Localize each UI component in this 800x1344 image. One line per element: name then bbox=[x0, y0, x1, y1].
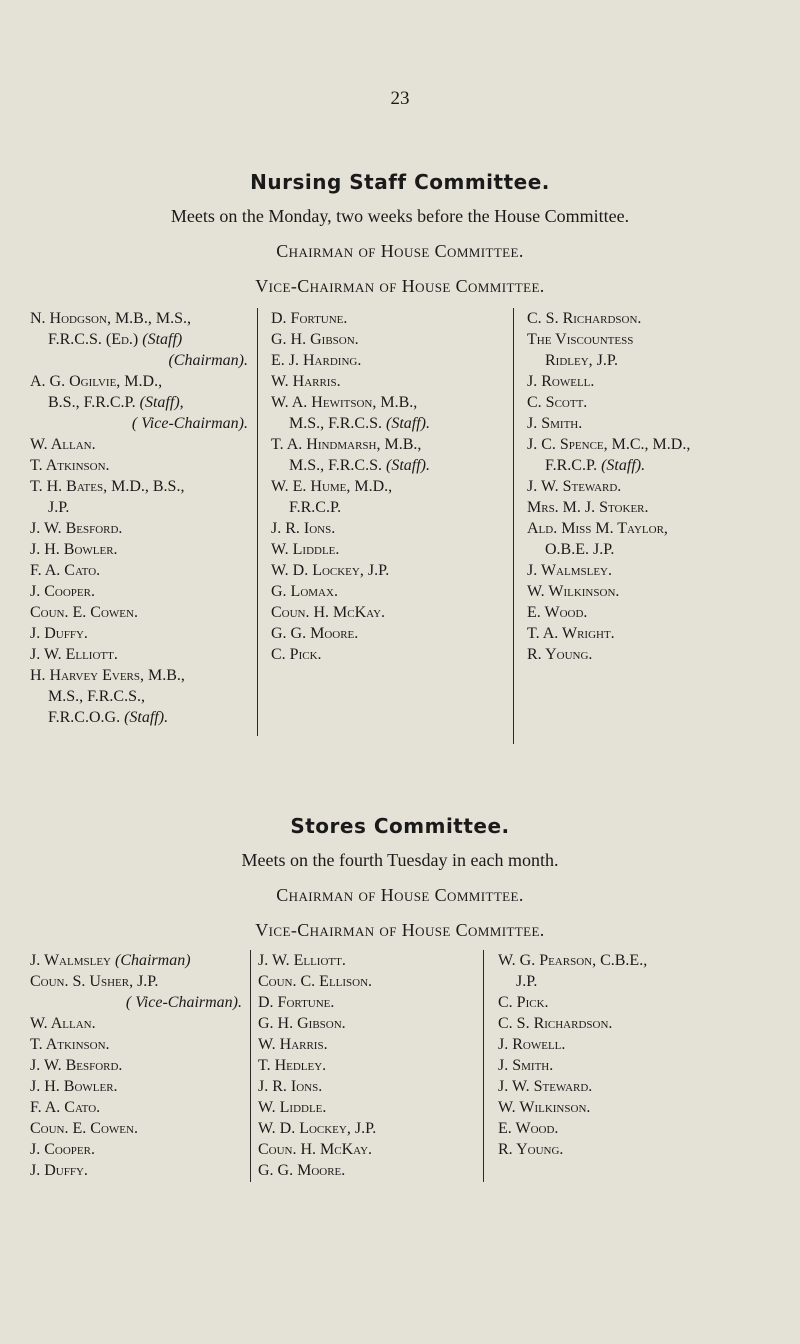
member-name-text: J. C. Spence, M.C., M.D., bbox=[527, 436, 691, 453]
member-name-text: J. W. Elliott. bbox=[30, 646, 118, 663]
member-entry bbox=[30, 1055, 242, 1076]
column-divider bbox=[257, 308, 258, 736]
member-name-text: E. Wood. bbox=[498, 1120, 559, 1137]
member-entry bbox=[30, 644, 248, 665]
member-name-text: F.R.C.S. (Ed.) bbox=[48, 331, 143, 348]
member-entry bbox=[30, 476, 248, 497]
member-entry bbox=[271, 392, 491, 413]
member-name-text: W. A. Hewitson, M.B., bbox=[271, 394, 418, 411]
member-entry-continuation bbox=[30, 686, 248, 707]
member-entry bbox=[527, 497, 777, 518]
member-entry bbox=[271, 371, 491, 392]
member-entry bbox=[271, 350, 491, 371]
member-entry bbox=[271, 581, 491, 602]
member-name-text: R. Young. bbox=[527, 646, 593, 663]
member-name-text: J. Rowell. bbox=[498, 1036, 566, 1053]
member-name-text: J. Cooper. bbox=[30, 583, 95, 600]
nursing-column-3 bbox=[527, 308, 777, 665]
column-divider bbox=[513, 308, 514, 744]
member-entry bbox=[30, 1076, 242, 1097]
member-name-text: W. D. Lockey, J.P. bbox=[271, 562, 390, 579]
member-name-text: D. Fortune. bbox=[258, 994, 335, 1011]
member-name-text: W. Allan. bbox=[30, 436, 96, 453]
member-entry bbox=[30, 560, 248, 581]
member-entry bbox=[527, 602, 777, 623]
member-entry bbox=[30, 581, 248, 602]
member-name-text: B.S., F.R.C.P. bbox=[48, 394, 140, 411]
member-name-text: T. H. Bates, M.D., B.S., bbox=[30, 478, 185, 495]
member-entry bbox=[30, 1139, 242, 1160]
column-divider bbox=[483, 950, 484, 1182]
member-name-text: W. Harris. bbox=[258, 1036, 328, 1053]
member-role-text: (Chairman) bbox=[114, 952, 191, 969]
member-entry bbox=[271, 602, 491, 623]
member-entry bbox=[258, 1160, 478, 1181]
member-entry bbox=[30, 950, 242, 971]
member-entry bbox=[527, 329, 777, 350]
member-role-text: (Staff). bbox=[385, 457, 430, 474]
member-entry-continuation bbox=[30, 392, 248, 413]
member-entry bbox=[527, 476, 777, 497]
member-name-text: Ridley, J.P. bbox=[545, 352, 619, 369]
member-entry bbox=[498, 1139, 768, 1160]
member-name-text: W. Liddle. bbox=[271, 541, 340, 558]
member-entry bbox=[271, 518, 491, 539]
member-entry bbox=[258, 992, 478, 1013]
nursing-vice-chairman-line: Vice-Chairman of House Committee. bbox=[255, 276, 545, 296]
member-entry-continuation bbox=[498, 971, 768, 992]
member-entry bbox=[258, 971, 478, 992]
nursing-column-2 bbox=[271, 308, 491, 665]
member-entry bbox=[271, 434, 491, 455]
member-role-text: ( Vice-Chairman). bbox=[125, 994, 242, 1011]
member-entry bbox=[258, 1139, 478, 1160]
member-name-text: J. Duffy. bbox=[30, 625, 88, 642]
member-name-text: J. Walmsley bbox=[30, 952, 115, 969]
member-name-text: W. Allan. bbox=[30, 1015, 96, 1032]
member-entry bbox=[30, 1160, 242, 1181]
member-name-text: J. Walmsley. bbox=[527, 562, 612, 579]
member-entry-continuation bbox=[30, 992, 242, 1013]
member-role-text: (Staff) bbox=[142, 331, 183, 348]
member-name-text: J. Smith. bbox=[498, 1057, 554, 1074]
member-entry bbox=[30, 1013, 242, 1034]
member-name-text: J. Cooper. bbox=[30, 1141, 95, 1158]
member-entry-continuation bbox=[30, 707, 248, 728]
member-name-text: E. J. Harding. bbox=[271, 352, 362, 369]
member-name-text: Coun. E. Cowen. bbox=[30, 604, 138, 621]
page-number: 23 bbox=[390, 88, 410, 109]
member-entry bbox=[30, 518, 248, 539]
member-name-text: C. S. Richardson. bbox=[498, 1015, 613, 1032]
member-entry bbox=[258, 1097, 478, 1118]
member-name-text: J. H. Bowler. bbox=[30, 541, 118, 558]
member-role-text: (Staff), bbox=[139, 394, 184, 411]
member-entry-continuation bbox=[527, 455, 777, 476]
member-name-text: C. Pick. bbox=[271, 646, 322, 663]
member-name-text: W. Wilkinson. bbox=[527, 583, 620, 600]
member-entry bbox=[271, 539, 491, 560]
member-name-text: C. Scott. bbox=[527, 394, 588, 411]
nursing-committee-title: Nursing Staff Committee. bbox=[250, 170, 550, 194]
member-name-text: J. Duffy. bbox=[30, 1162, 88, 1179]
member-role-text: (Staff). bbox=[385, 415, 430, 432]
member-name-text: J. W. Steward. bbox=[498, 1078, 593, 1095]
nursing-meets-text: Meets on the Monday, two weeks before the House Committee. bbox=[170, 206, 630, 226]
member-name-text: T. A. Hindmarsh, M.B., bbox=[271, 436, 422, 453]
member-name-text: F.R.C.P. bbox=[545, 457, 602, 474]
nursing-chairman-line: Chairman of House Committee. bbox=[276, 241, 524, 261]
member-entry bbox=[498, 950, 768, 971]
member-entry bbox=[271, 476, 491, 497]
member-name-text: J. Rowell. bbox=[527, 373, 595, 390]
member-role-text: ( Vice-Chairman). bbox=[131, 415, 248, 432]
member-entry-continuation bbox=[30, 497, 248, 518]
member-name-text: F.R.C.O.G. bbox=[48, 709, 125, 726]
member-name-text: G. H. Gibson. bbox=[271, 331, 359, 348]
member-entry bbox=[527, 371, 777, 392]
member-role-text: (Staff). bbox=[124, 709, 169, 726]
member-name-text: W. D. Lockey, J.P. bbox=[258, 1120, 377, 1137]
member-entry bbox=[30, 1097, 242, 1118]
stores-vice-chairman-line: Vice-Chairman of House Committee. bbox=[255, 920, 545, 940]
member-entry bbox=[527, 644, 777, 665]
member-name-text: F. A. Cato. bbox=[30, 1099, 101, 1116]
member-entry bbox=[30, 539, 248, 560]
member-entry bbox=[271, 560, 491, 581]
stores-committee-title: Stores Committee. bbox=[290, 814, 510, 838]
member-entry-continuation bbox=[271, 413, 491, 434]
member-entry bbox=[271, 329, 491, 350]
member-name-text: T. A. Wright. bbox=[527, 625, 615, 642]
member-name-text: N. Hodgson, M.B., M.S., bbox=[30, 310, 191, 327]
member-name-text: J. R. Ions. bbox=[258, 1078, 323, 1095]
member-name-text: E. Wood. bbox=[527, 604, 588, 621]
member-entry bbox=[258, 1013, 478, 1034]
stores-column-1 bbox=[30, 950, 242, 1181]
member-name-text: J. W. Besford. bbox=[30, 520, 123, 537]
stores-column-2 bbox=[258, 950, 478, 1181]
member-name-text: T. Hedley. bbox=[258, 1057, 327, 1074]
member-name-text: O.B.E. J.P. bbox=[545, 541, 615, 558]
member-name-text: J. W. Steward. bbox=[527, 478, 622, 495]
stores-column-3 bbox=[498, 950, 768, 1160]
member-entry bbox=[527, 623, 777, 644]
column-divider bbox=[250, 950, 251, 1182]
member-name-text: J. W. Besford. bbox=[30, 1057, 123, 1074]
member-name-text: The Viscountess bbox=[527, 331, 634, 348]
member-entry bbox=[527, 518, 777, 539]
member-name-text: C. S. Richardson. bbox=[527, 310, 642, 327]
member-name-text: J. W. Elliott. bbox=[258, 952, 346, 969]
member-name-text: J. Smith. bbox=[527, 415, 583, 432]
member-role-text: (Staff). bbox=[601, 457, 646, 474]
member-name-text: A. G. Ogilvie, M.D., bbox=[30, 373, 163, 390]
member-entry-continuation bbox=[271, 497, 491, 518]
member-entry bbox=[30, 434, 248, 455]
member-entry-continuation bbox=[30, 413, 248, 434]
member-entry bbox=[271, 623, 491, 644]
member-name-text: W. Liddle. bbox=[258, 1099, 327, 1116]
member-entry bbox=[498, 1118, 768, 1139]
member-entry bbox=[498, 1076, 768, 1097]
member-name-text: W. E. Hume, M.D., bbox=[271, 478, 393, 495]
member-name-text: G. G. Moore. bbox=[271, 625, 359, 642]
member-entry bbox=[498, 1034, 768, 1055]
member-entry bbox=[527, 434, 777, 455]
member-name-text: M.S., F.R.C.S., bbox=[48, 688, 145, 705]
member-entry bbox=[30, 1118, 242, 1139]
member-role-text: (Chairman). bbox=[168, 352, 248, 369]
member-name-text: J. R. Ions. bbox=[271, 520, 336, 537]
member-name-text: Coun. E. Cowen. bbox=[30, 1120, 138, 1137]
member-name-text: J.P. bbox=[516, 973, 538, 990]
stores-committee-header bbox=[0, 814, 800, 941]
member-name-text: F.R.C.P. bbox=[289, 499, 342, 516]
member-name-text: W. G. Pearson, C.B.E., bbox=[498, 952, 648, 969]
member-entry-continuation bbox=[271, 455, 491, 476]
member-name-text: T. Atkinson. bbox=[30, 457, 110, 474]
member-entry bbox=[30, 623, 248, 644]
member-entry-continuation bbox=[30, 329, 248, 350]
member-name-text: Coun. H. McKay. bbox=[271, 604, 386, 621]
member-entry bbox=[527, 581, 777, 602]
member-name-text: R. Young. bbox=[498, 1141, 564, 1158]
member-entry bbox=[527, 392, 777, 413]
member-name-text: D. Fortune. bbox=[271, 310, 348, 327]
member-entry bbox=[498, 992, 768, 1013]
member-entry bbox=[527, 308, 777, 329]
member-entry bbox=[258, 1034, 478, 1055]
member-entry bbox=[30, 665, 248, 686]
member-entry bbox=[258, 950, 478, 971]
member-name-text: T. Atkinson. bbox=[30, 1036, 110, 1053]
member-name-text: W. Harris. bbox=[271, 373, 341, 390]
member-entry bbox=[498, 1055, 768, 1076]
member-name-text: J.P. bbox=[48, 499, 70, 516]
member-entry bbox=[258, 1118, 478, 1139]
member-entry-continuation bbox=[30, 350, 248, 371]
member-entry bbox=[30, 455, 248, 476]
member-entry bbox=[271, 644, 491, 665]
member-entry bbox=[271, 308, 491, 329]
member-name-text: C. Pick. bbox=[498, 994, 549, 1011]
stores-meets-text: Meets on the fourth Tuesday in each month. bbox=[241, 850, 559, 870]
member-name-text: F. A. Cato. bbox=[30, 562, 101, 579]
member-name-text: G. Lomax. bbox=[271, 583, 338, 600]
member-entry bbox=[258, 1076, 478, 1097]
member-name-text: H. Harvey Evers, M.B., bbox=[30, 667, 185, 684]
member-entry bbox=[498, 1013, 768, 1034]
member-entry bbox=[30, 971, 242, 992]
nursing-committee-header bbox=[0, 170, 800, 297]
member-name-text: Coun. C. Ellison. bbox=[258, 973, 373, 990]
member-entry bbox=[30, 602, 248, 623]
member-entry-continuation bbox=[527, 539, 777, 560]
member-entry-continuation bbox=[527, 350, 777, 371]
member-name-text: J. H. Bowler. bbox=[30, 1078, 118, 1095]
member-name-text: G. H. Gibson. bbox=[258, 1015, 346, 1032]
member-name-text: M.S., F.R.C.S. bbox=[289, 457, 386, 474]
member-name-text: M.S., F.R.C.S. bbox=[289, 415, 386, 432]
member-name-text: G. G. Moore. bbox=[258, 1162, 346, 1179]
member-name-text: Mrs. M. J. Stoker. bbox=[527, 499, 649, 516]
member-name-text: Coun. S. Usher, J.P. bbox=[30, 973, 159, 990]
member-name-text: W. Wilkinson. bbox=[498, 1099, 591, 1116]
member-entry bbox=[30, 1034, 242, 1055]
stores-chairman-line: Chairman of House Committee. bbox=[276, 885, 524, 905]
member-entry bbox=[527, 560, 777, 581]
member-entry bbox=[30, 371, 248, 392]
nursing-column-1 bbox=[30, 308, 248, 728]
member-entry bbox=[527, 413, 777, 434]
member-name-text: Ald. Miss M. Taylor, bbox=[527, 520, 668, 537]
member-entry bbox=[30, 308, 248, 329]
member-entry bbox=[498, 1097, 768, 1118]
member-name-text: Coun. H. McKay. bbox=[258, 1141, 373, 1158]
member-entry bbox=[258, 1055, 478, 1076]
